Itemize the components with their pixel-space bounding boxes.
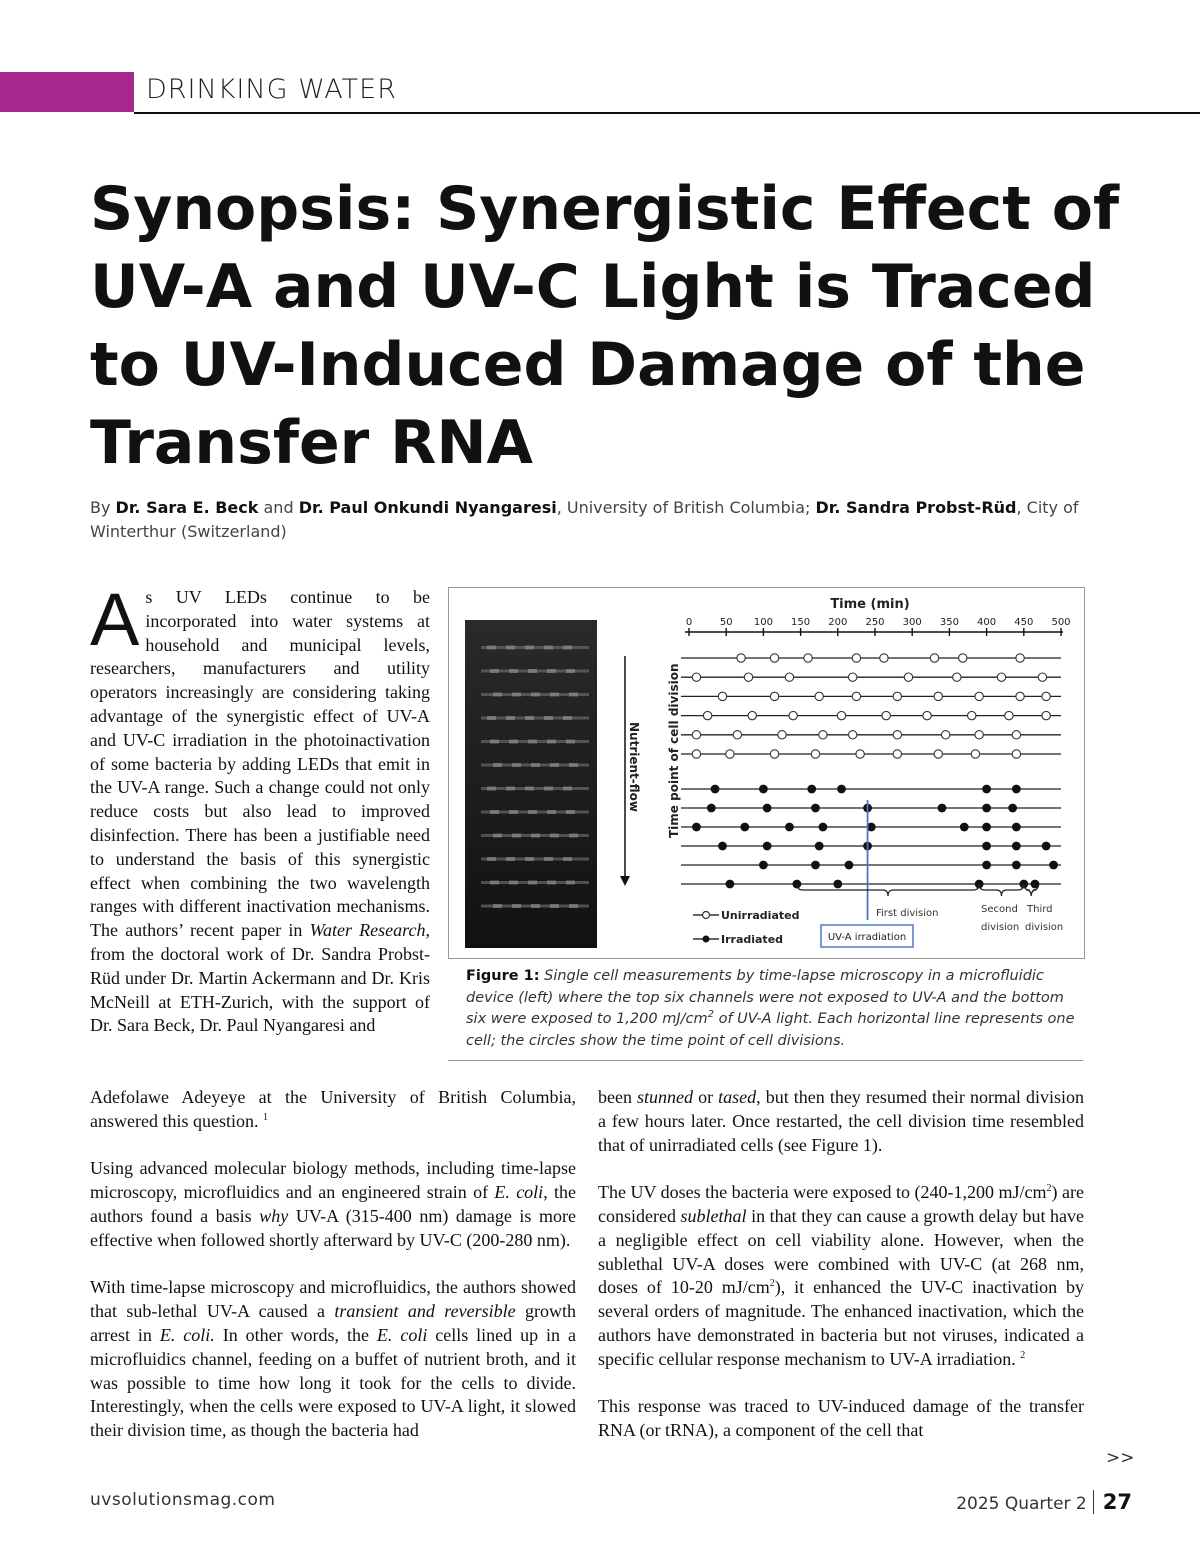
cell-blob [525,857,534,861]
paragraph-5-text-c: in that they can cause a growth delay but have a negligible effect on cell viability alone. However, when the sublethal UV-A doses were combined with UV-C (at 268 nm, doses of 10-20 mJ/cm [598,1205,1084,1298]
issue-label: 2025 Quarter 2 [956,1494,1087,1514]
division-point-unirradiated [856,750,864,758]
division-point-unirradiated [837,711,845,719]
division-point-unirradiated [880,654,888,662]
caption-text: Single cell measurements by time-lapse microscopy in a microfluidic device (left) where the top six channels were not exposed to UV-A and the bottom six were exposed to 1,200 mJ/cm [466,968,1064,1027]
x-axis-title: Time (min) [830,597,910,612]
division-point-irradiated [785,823,794,832]
cell-blob [550,904,559,908]
division-point-unirradiated [789,711,797,719]
division-point-unirradiated [737,654,745,662]
cell-blob [566,669,575,673]
division-point-unirradiated [1042,692,1050,700]
division-point-unirradiated [930,654,938,662]
legend-marker-unirradiated [703,912,710,919]
cell-blob [544,787,553,791]
cell-blob [563,716,572,720]
division-point-unirradiated [971,750,979,758]
cell-blob [493,763,502,767]
division-point-irradiated [837,785,846,794]
cell-blob [544,857,553,861]
journal-name: Water Research [309,920,426,941]
cell-blob [547,669,556,673]
emphasis-transient: transient and reversible [334,1301,516,1322]
division-point-irradiated [763,804,772,813]
division-point-irradiated [982,842,991,851]
cell-blob [487,646,496,650]
flow-label: Nutrient-flow [627,722,641,812]
cell-blob [550,693,559,697]
x-tick-label: 0 [685,617,693,628]
paragraph-3-text: With time-lapse microscopy and microfluidics, the authors showed that sub-lethal UV-A caused a [90,1277,576,1322]
division-point-irradiated [807,785,816,794]
channel-stripe [481,646,589,649]
second-division-label: Second [981,904,1018,915]
paragraph-4 [598,1086,1084,1157]
channel-stripe [481,717,589,720]
division-point-irradiated [960,823,969,832]
superscript: 2 [769,1278,775,1290]
division-point-unirradiated [882,711,890,719]
column-2 [598,1086,1084,1467]
division-point-irradiated [763,842,772,851]
division-point-unirradiated [1016,692,1024,700]
cell-blob [512,834,521,838]
header-rule [134,112,1200,114]
division-point-unirradiated [733,731,741,739]
cell-blob [563,857,572,861]
cell-blob [563,646,572,650]
division-point-unirradiated [804,654,812,662]
continued-indicator: >> [1106,1448,1135,1468]
division-point-unirradiated [893,692,901,700]
cell-blob [512,693,521,697]
paragraph-1-text-c: Adefolawe Adeyeye at the University of British Columbia, answered this question. [90,1087,576,1131]
division-point-unirradiated [975,692,983,700]
legend-marker-irradiated [703,936,710,943]
division-point-unirradiated [893,731,901,739]
division-point-unirradiated [1038,673,1046,681]
legend-unirradiated: Unirradiated [721,909,800,922]
cell-blob [490,669,499,673]
division-point-irradiated [811,804,820,813]
paragraph-2-text-c: UV-A (315-400 nm) damage is more effective when followed shortly afterward by UV-C (200-280 nm). [90,1205,576,1250]
paragraph-2-text-b: , the authors found a basis [90,1182,577,1226]
cell-blob [547,810,556,814]
legend-irradiated: Irradiated [721,933,784,946]
division-point-irradiated [1012,785,1021,794]
paragraph-5-text-b: ) are considered [598,1182,1085,1226]
affiliation-1: , University of British Columbia; [556,498,816,517]
division-point-irradiated [1012,842,1021,851]
division-point-irradiated [759,861,768,870]
division-point-unirradiated [785,673,793,681]
cell-blob [528,740,537,744]
cell-blob [506,716,515,720]
division-point-unirradiated [744,673,752,681]
division-brace [979,884,1024,896]
paragraph-1-text: s UV LEDs continue to be incorporated into water systems at household and municipal levels, researchers, manufacturers and utility operators increasingly are considering taking advantage of the synergistic effect of UV-A and UV-C irradiation in the photoinactivation of some bacteria by adding LEDs that emit in the UV-A range. Such a change could not only reduce costs but also lead to improved disinfection. There has been a justifiable need to understand the basis of this synergistic effect when combining the two wavelength ranges with different inactivation mechanisms. The authors’ recent paper in [90,587,430,941]
reference-2: 2 [1020,1349,1026,1361]
division-point-unirradiated [770,692,778,700]
drop-cap: A [90,578,140,661]
division-point-irradiated [845,861,854,870]
cell-blob [512,763,521,767]
paragraph-2 [90,1157,576,1252]
cell-blob [531,763,540,767]
division-point-irradiated [1042,842,1051,851]
division-point-unirradiated [997,673,1005,681]
division-point-irradiated [1012,861,1021,870]
x-axis [685,617,1071,636]
division-point-unirradiated [934,750,942,758]
cell-blob [490,881,499,885]
uva-label: UV-A irradiation [827,932,907,943]
cell-blob [528,881,537,885]
channel-stripe [481,858,589,861]
division-point-irradiated [1012,823,1021,832]
cell-blob [566,740,575,744]
division-point-unirradiated [1005,711,1013,719]
paragraph-4-text-b: or [693,1087,719,1107]
x-tick-label: 300 [902,617,922,628]
division-point-unirradiated [953,673,961,681]
division-brace [797,884,979,896]
third-division-label: Third [1027,904,1053,915]
division-point-unirradiated [904,673,912,681]
x-tick-label: 450 [1014,617,1034,628]
cell-blob [525,646,534,650]
cell-blob [490,810,499,814]
cell-blob [528,669,537,673]
caption-superscript: 2 [707,1009,714,1021]
paragraph-4-text-c: , but then they resumed their normal division a few hours later. Once restarted, the cell division time resembled that of unirradiated cells (see Figure 1). [598,1087,1084,1155]
division-point-irradiated [711,785,720,794]
division-point-unirradiated [692,731,700,739]
cell-blob [531,834,540,838]
first-division-label: First division [876,908,939,919]
figure-1-graphic [449,588,1084,958]
paragraph-1-text-b: , from the doctoral work of Dr. Sandra Probst-Rüd under Dr. Martin Ackermann and Dr. Kris McNeill at ETH-Zurich, with the support of Dr. Sara Beck, Dr. Paul Nyangaresi and [90,920,430,1036]
cell-blob [566,810,575,814]
division-point-unirradiated [941,731,949,739]
division-point-irradiated [833,880,842,889]
species-name: E. coli [494,1182,544,1203]
cell-blob [531,693,540,697]
column-1-upper [90,578,430,1038]
cell-blob [544,716,553,720]
division-point-irradiated [692,823,701,832]
section-label: DRINKING WATER [146,74,397,105]
species-name: E. coli. [159,1324,215,1345]
x-tick-label: 100 [753,617,773,628]
division-point-unirradiated [815,692,823,700]
division-point-unirradiated [848,673,856,681]
byline-prefix: By [90,498,116,517]
x-tick-label: 150 [791,617,811,628]
cell-blob [569,763,578,767]
division-point-irradiated [982,861,991,870]
author-2: Dr. Paul Onkundi Nyangaresi [298,498,557,517]
y-axis-label: Time point of cell division [667,663,681,838]
division-point-unirradiated [692,673,700,681]
division-point-unirradiated [778,731,786,739]
superscript: 2 [1046,1183,1052,1195]
author-3: Dr. Sandra Probst-Rüd [815,498,1017,517]
figure-1 [448,587,1085,959]
division-point-irradiated [1049,861,1058,870]
paragraph-5 [598,1181,1084,1371]
division-point-unirradiated [923,711,931,719]
cell-blob [493,834,502,838]
x-tick-label: 500 [1051,617,1071,628]
cell-blob [528,810,537,814]
cell-blob [509,669,518,673]
paragraph-1-end [90,1086,576,1134]
caption-label: Figure 1: [466,968,540,984]
paragraph-5-text: The UV doses the bacteria were exposed to (240-1,200 mJ/cm [598,1182,1047,1203]
emphasis-sublethal: sublethal [680,1205,747,1226]
cell-blob [487,857,496,861]
division-point-unirradiated [848,731,856,739]
cell-blob [512,904,521,908]
division-point-irradiated [726,880,735,889]
x-tick-label: 350 [939,617,959,628]
division-point-unirradiated [1016,654,1024,662]
division-point-irradiated [759,785,768,794]
x-tick-label: 250 [865,617,885,628]
cell-blob [487,716,496,720]
byline-and: and [258,498,299,517]
division-point-irradiated [815,842,824,851]
cell-blob [509,810,518,814]
cell-blob [509,881,518,885]
division-point-irradiated [982,804,991,813]
division-point-irradiated [707,804,716,813]
division-point-unirradiated [893,750,901,758]
division-point-unirradiated [811,750,819,758]
channel-stripe [481,787,589,790]
affiliation-2: , City of Winterthur (Switzerland) [90,498,1079,541]
paragraph-3-text-d: cells lined up in a microfluidics channel, feeding on a buffet of nutrient broth, and it was possible to time how long it took for the cells to divide. Interestingly, when the cells were exposed to UV-A light, it slowed their division time, as though the bacteria had [90,1324,576,1441]
division-point-unirradiated [975,731,983,739]
paragraph-3 [90,1276,576,1443]
division-point-unirradiated [959,654,967,662]
cell-blob [509,740,518,744]
emphasis-tased: tased [718,1087,757,1107]
division-point-unirradiated [726,750,734,758]
emphasis-why: why [259,1205,289,1226]
division-point-irradiated [718,842,727,851]
second-division-label-2: division [981,922,1020,933]
division-point-unirradiated [1042,711,1050,719]
paragraph-4-text: been [598,1087,638,1107]
section-color-bar [0,72,134,112]
cell-blob [566,881,575,885]
cell-blob [569,904,578,908]
cell-blob [487,787,496,791]
division-point-unirradiated [1012,750,1020,758]
cell-blob [493,693,502,697]
x-tick-label: 200 [828,617,848,628]
division-point-unirradiated [703,711,711,719]
cell-blob [569,834,578,838]
footer-website: uvsolutionsmag.com [90,1490,276,1510]
division-point-irradiated [982,823,991,832]
division-point-irradiated [811,861,820,870]
division-point-unirradiated [968,711,976,719]
page-number: 27 [1093,1490,1132,1514]
paragraph-5-text-d: ), it enhanced the UV-C inactivation by several orders of magnitude. The enhanced inactivation, which the authors have demonstrated in bacteria but not viruses, indicated a specific cellular response mechanism to UV-A irradiation. [598,1277,1084,1369]
article-title: Synopsis: Synergistic Effect of UV-A and UV-C Light is Traced to UV-Induced Damage of the Transfer RNA [90,174,1120,478]
cell-blob [525,787,534,791]
cell-blob [525,716,534,720]
third-division-label-2: division [1025,922,1064,933]
author-1: Dr. Sara E. Beck [115,498,259,517]
cell-blob [569,693,578,697]
division-point-unirradiated [692,750,700,758]
cell-blob [550,763,559,767]
cell-rows [681,654,1061,889]
x-tick-label: 50 [719,617,733,628]
byline [90,496,1140,544]
division-point-unirradiated [770,654,778,662]
reference-1: 1 [262,1111,268,1123]
footer-issue [956,1490,1132,1514]
division-point-irradiated [819,823,828,832]
cell-blob [544,646,553,650]
division-point-irradiated [938,804,947,813]
cell-blob [493,904,502,908]
division-point-unirradiated [934,692,942,700]
paragraph-2-text: Using advanced molecular biology methods, including time-lapse microscopy, microfluidics and an engineered strain of [90,1158,576,1203]
species-name: E. coli [376,1324,428,1345]
division-point-unirradiated [718,692,726,700]
division-point-unirradiated [770,750,778,758]
column-1-lower [90,1086,576,1467]
emphasis-stunned: stunned [637,1087,694,1107]
cell-blob [563,787,572,791]
cell-blob [506,646,515,650]
paragraph-3-text-c: In other words, the [214,1324,377,1345]
division-point-irradiated [740,823,749,832]
division-point-unirradiated [852,654,860,662]
x-tick-label: 400 [977,617,997,628]
paragraph-3-text-b: growth arrest in [90,1301,577,1345]
figure-1-caption [448,966,1083,1061]
cell-blob [547,881,556,885]
cell-blob [506,787,515,791]
division-point-unirradiated [748,711,756,719]
cell-blob [506,857,515,861]
cell-blob [547,740,556,744]
division-braces [797,884,1039,896]
cell-blob [490,740,499,744]
division-point-irradiated [1008,804,1017,813]
division-point-unirradiated [1012,731,1020,739]
division-point-unirradiated [852,692,860,700]
division-point-unirradiated [819,731,827,739]
cell-blob [531,904,540,908]
paragraph-6: This response was traced to UV-induced damage of the transfer RNA (or tRNA), a component of the cell that [598,1396,1084,1441]
caption-text-b: of UV-A light. Each horizontal line represents one cell; the circles show the time point of cell divisions. [466,1011,1075,1049]
cell-blob [550,834,559,838]
division-point-irradiated [982,785,991,794]
flow-arrowhead [620,876,630,886]
